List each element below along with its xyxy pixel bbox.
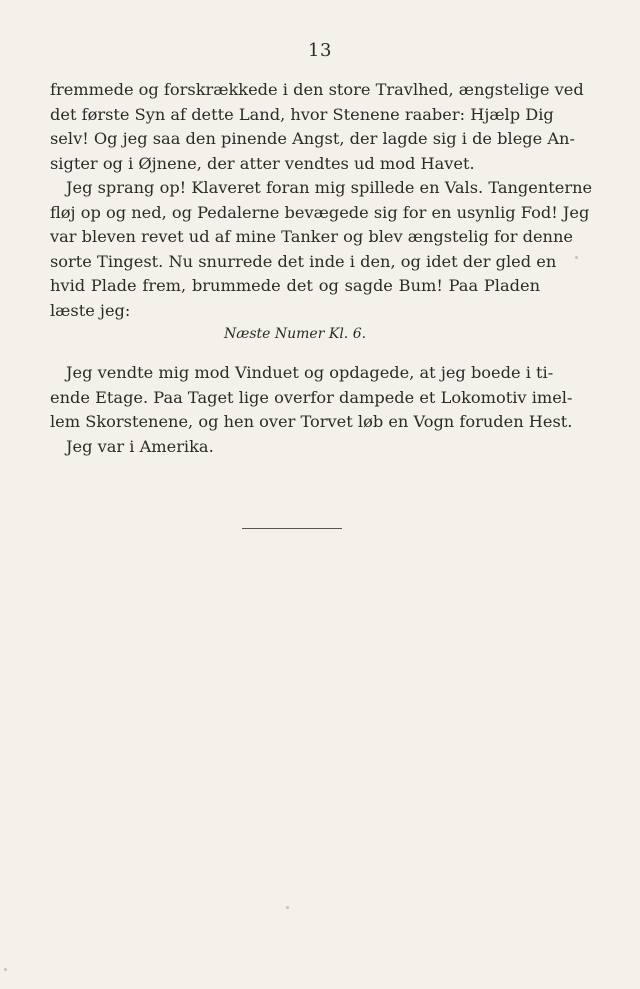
paper-speck [4, 968, 7, 971]
text-line: selv! Og jeg saa den pinende Angst, der lagde sig i de blege An- [50, 129, 575, 148]
text-line: læste jeg: [50, 300, 131, 320]
text-line: ende Etage. Paa Taget lige overfor dampede et Lokomotiv imel- [50, 387, 573, 407]
text-line: det første Syn af dette Land, hvor Stenene raaber: Hjælp Dig [50, 104, 554, 124]
text-line: fløj op og ned, og Pedalerne bevægede sig for en usynlig Fod! Jeg [50, 202, 590, 222]
centered-notice: Næste Numer Kl. 6. [223, 326, 367, 342]
text-line: var bleven revet ud af mine Tanker og blev ængstelig for denne [50, 227, 573, 246]
text-line: Jeg var i Amerika. [66, 436, 214, 456]
section-divider [242, 528, 342, 529]
paper-speck [286, 906, 289, 909]
text-line: sigter og i Øjnene, der atter vendtes ud mod Havet. [50, 153, 475, 173]
text-line: Jeg vendte mig mod Vinduet og opdagede, at jeg boede i ti- [66, 363, 554, 382]
paragraph-2 [50, 176, 593, 323]
page-number: 13 [308, 40, 332, 61]
text-line: lem Skorstenene, og hen over Torvet løb en Vogn foruden Hest. [50, 412, 573, 431]
text-line: Jeg sprang op! Klaveret foran mig spillede en Vals. Tangenterne [66, 178, 593, 197]
paragraph-1 [50, 78, 584, 176]
text-line: hvid Plade frem, brummede det og sagde Bum! Paa Pladen [50, 276, 540, 295]
paper-speck [575, 256, 578, 259]
body-text [50, 78, 593, 459]
paragraph-3 [50, 361, 573, 459]
text-line: fremmede og forskrækkede i den store Travlhed, ængstelige ved [50, 80, 584, 99]
text-line: sorte Tingest. Nu snurrede det inde i den, og idet der gled en [50, 251, 557, 271]
